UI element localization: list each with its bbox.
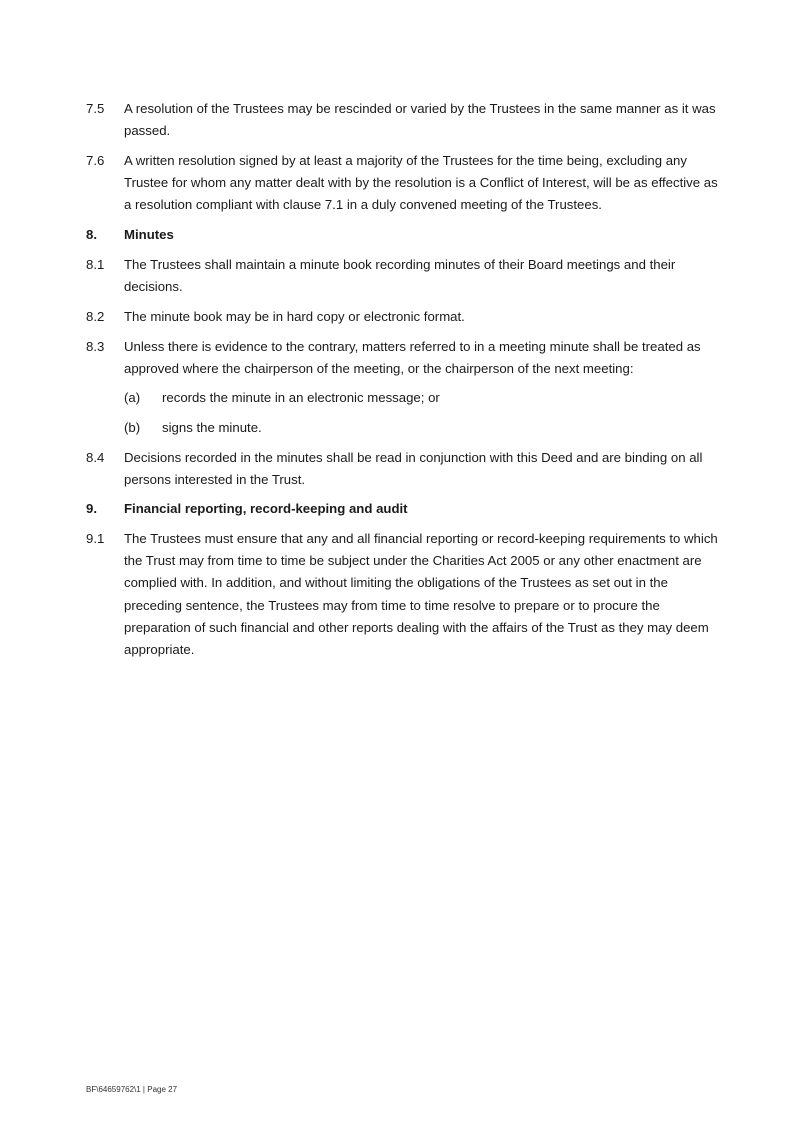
section-heading-financial-reporting bbox=[86, 498, 726, 520]
clause-number: 9.1 bbox=[86, 531, 105, 546]
section-title: Minutes bbox=[124, 227, 174, 242]
section-heading-minutes bbox=[86, 224, 726, 246]
page-footer: BF\64659762\1 | Page 27 bbox=[86, 1085, 178, 1094]
clause-text: The minute book may be in hard copy or electronic format. bbox=[124, 309, 465, 324]
clause-text: A written resolution signed by at least a majority of the Trustees for the time being, excluding any Trustee for whom any matter dealt with by the resolution is a Conflict of Interest, will be as effective as a resolution compliant with clause 7.1 in a duly convened meeting of the Trustees. bbox=[124, 153, 718, 213]
clause-number: 7.5 bbox=[86, 101, 105, 116]
clause-8-1 bbox=[86, 254, 726, 298]
subclause-b bbox=[124, 417, 724, 439]
section-number: 8. bbox=[86, 227, 97, 242]
clause-7-6 bbox=[86, 150, 726, 217]
clause-number: 8.4 bbox=[86, 450, 105, 465]
subclause-text: records the minute in an electronic message; or bbox=[162, 390, 440, 405]
clause-8-2 bbox=[86, 306, 726, 328]
clause-number: 8.3 bbox=[86, 339, 105, 354]
clause-9-1 bbox=[86, 528, 726, 661]
clause-text: A resolution of the Trustees may be rescinded or varied by the Trustees in the same manner as it was passed. bbox=[124, 101, 716, 139]
subclause-label: (a) bbox=[124, 390, 141, 405]
clause-number: 8.2 bbox=[86, 309, 105, 324]
clause-text: The Trustees shall maintain a minute book recording minutes of their Board meetings and their decisions. bbox=[124, 257, 676, 295]
clause-8-3 bbox=[86, 336, 726, 380]
clause-text: Decisions recorded in the minutes shall be read in conjunction with this Deed and are binding on all persons interested in the Trust. bbox=[124, 450, 703, 488]
clause-text: The Trustees must ensure that any and all financial reporting or record-keeping requirements to which the Trust may from time to time be subject under the Charities Act 2005 or any other enactment are complied with. In addition, and without limiting the obligations of the Trustees as set out in the preceding sentence, the Trustees may from time to time resolve to prepare or to procure the preparation of such financial and other reports dealing with the affairs of the Trust as they may deem appropriate. bbox=[124, 531, 718, 658]
subclause-text: signs the minute. bbox=[162, 420, 262, 435]
clause-number: 7.6 bbox=[86, 153, 105, 168]
section-title: Financial reporting, record-keeping and audit bbox=[124, 501, 408, 516]
subclause-a bbox=[124, 387, 724, 409]
clause-number: 8.1 bbox=[86, 257, 105, 272]
clause-text: Unless there is evidence to the contrary, matters referred to in a meeting minute shall be treated as approved where the chairperson of the meeting, or the chairperson of the next meeting: bbox=[124, 339, 701, 377]
section-number: 9. bbox=[86, 501, 97, 516]
subclause-label: (b) bbox=[124, 420, 141, 435]
clause-7-5 bbox=[86, 98, 726, 142]
clause-8-4 bbox=[86, 447, 726, 491]
